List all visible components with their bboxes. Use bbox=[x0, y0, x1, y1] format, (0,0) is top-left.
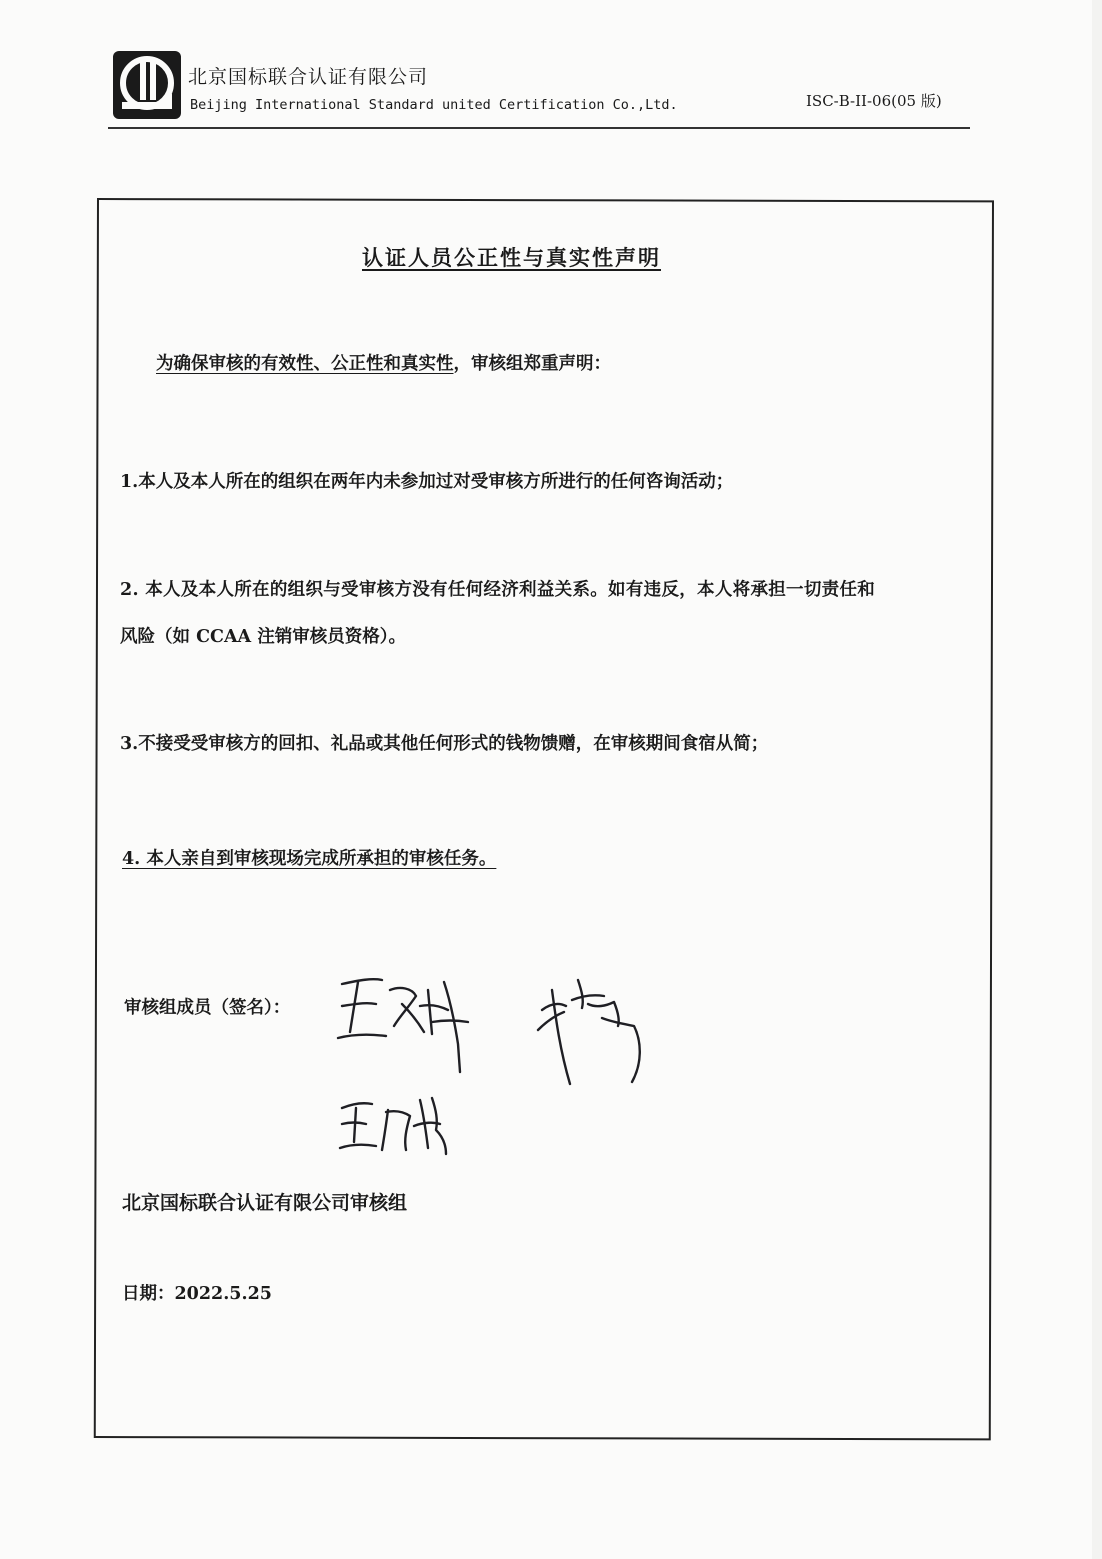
intro-underlined: 为确保审核的有效性、公正性和真实性 bbox=[156, 354, 454, 374]
signature-1 bbox=[338, 979, 468, 1072]
company-logo-icon bbox=[112, 50, 182, 120]
signature-2 bbox=[538, 980, 640, 1084]
company-name-en: Beijing International Standard united Certification Co.,Ltd. bbox=[190, 97, 678, 113]
statement-item-3: 3.不接受受审核方的回扣、礼品或其他任何形式的钱物馈赠，在审核期间食宿从简； bbox=[120, 734, 769, 754]
company-name-cn: 北京国标联合认证有限公司 bbox=[188, 66, 429, 88]
statement-intro bbox=[156, 350, 611, 375]
audit-group-name: 北京国标联合认证有限公司审核组 bbox=[122, 1192, 408, 1214]
document-code: ISC-B-II-06(05 版) bbox=[806, 92, 942, 110]
statement-item-1: 1.本人及本人所在的组织在两年内未参加过对受审核方所进行的任何咨询活动； bbox=[120, 472, 734, 492]
intro-rest: ，审核组郑重声明： bbox=[453, 354, 611, 374]
statement-item-2-line-2: 风险（如 CCAA 注销审核员资格）。 bbox=[120, 627, 406, 647]
signature-3 bbox=[340, 1098, 446, 1154]
members-signature-label: 审核组成员（签名）： bbox=[124, 998, 291, 1018]
statement-item-4: 4. 本人亲自到审核现场完成所承担的审核任务。 bbox=[122, 849, 497, 869]
statement-title: 认证人员公正性与真实性声明 bbox=[362, 246, 661, 270]
handwritten-signatures bbox=[320, 960, 680, 1160]
statement-item-2-line-1: 2. 本人及本人所在的组织与受审核方没有任何经济利益关系。如有违反，本人将承担一切责任和 bbox=[120, 580, 876, 600]
statement-frame bbox=[94, 198, 994, 1440]
header-divider bbox=[108, 127, 970, 129]
statement-date: 日期：2022.5.25 bbox=[122, 1284, 272, 1304]
